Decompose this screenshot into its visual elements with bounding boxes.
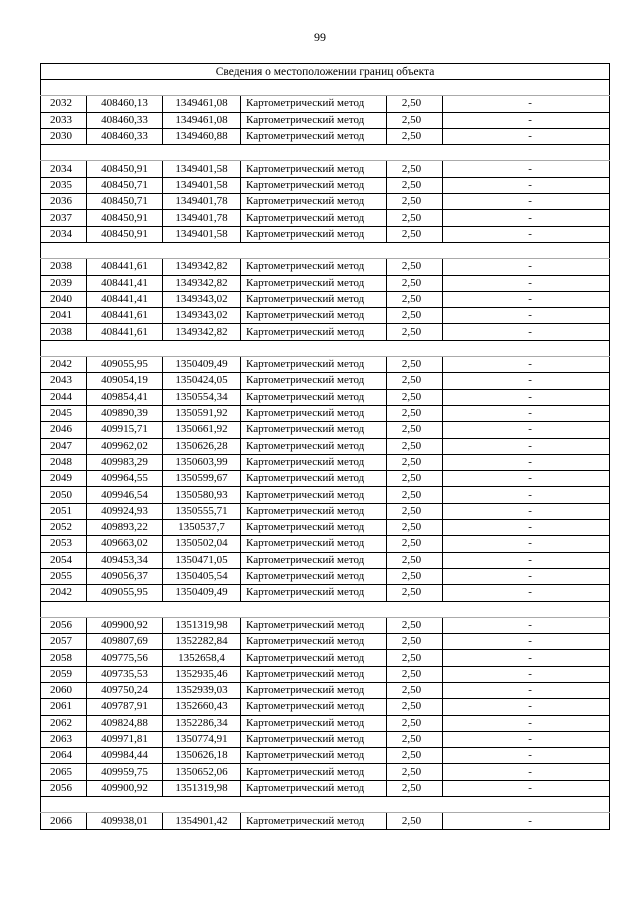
- point-number-cell: 2035: [41, 177, 87, 193]
- accuracy-cell: 2,50: [387, 357, 443, 373]
- description-cell: -: [443, 226, 610, 242]
- x-coordinate-cell: 408450,71: [87, 177, 163, 193]
- table-body: [41, 80, 610, 830]
- x-coordinate-cell: 409938,01: [87, 813, 163, 829]
- accuracy-cell: 2,50: [387, 552, 443, 568]
- group-spacer-row: [41, 145, 610, 161]
- method-cell: Картометрический метод: [241, 520, 387, 536]
- point-number-cell: 2063: [41, 731, 87, 747]
- table-row: [41, 177, 610, 193]
- method-cell: Картометрический метод: [241, 715, 387, 731]
- y-coordinate-cell: 1349342,82: [163, 324, 241, 340]
- point-number-cell: 2034: [41, 161, 87, 177]
- description-cell: -: [443, 650, 610, 666]
- point-number-cell: 2052: [41, 520, 87, 536]
- accuracy-cell: 2,50: [387, 634, 443, 650]
- x-coordinate-cell: 409915,71: [87, 422, 163, 438]
- spacer-cell: [41, 242, 610, 258]
- accuracy-cell: 2,50: [387, 764, 443, 780]
- table-row: [41, 748, 610, 764]
- y-coordinate-cell: 1350626,18: [163, 748, 241, 764]
- description-cell: -: [443, 764, 610, 780]
- accuracy-cell: 2,50: [387, 536, 443, 552]
- group-spacer-row: [41, 242, 610, 258]
- method-cell: Картометрический метод: [241, 634, 387, 650]
- description-cell: -: [443, 487, 610, 503]
- table-row: [41, 617, 610, 633]
- accuracy-cell: 2,50: [387, 422, 443, 438]
- description-cell: -: [443, 210, 610, 226]
- method-cell: Картометрический метод: [241, 471, 387, 487]
- accuracy-cell: 2,50: [387, 731, 443, 747]
- x-coordinate-cell: 409900,92: [87, 780, 163, 796]
- y-coordinate-cell: 1350580,93: [163, 487, 241, 503]
- table-row: [41, 568, 610, 584]
- description-cell: -: [443, 536, 610, 552]
- table-row: [41, 764, 610, 780]
- point-number-cell: 2059: [41, 666, 87, 682]
- table-row: [41, 226, 610, 242]
- description-cell: -: [443, 389, 610, 405]
- point-number-cell: 2049: [41, 471, 87, 487]
- point-number-cell: 2062: [41, 715, 87, 731]
- table-row: [41, 634, 610, 650]
- accuracy-cell: 2,50: [387, 373, 443, 389]
- group-spacer-row: [41, 601, 610, 617]
- x-coordinate-cell: 408441,61: [87, 308, 163, 324]
- method-cell: Картометрический метод: [241, 389, 387, 405]
- description-cell: -: [443, 748, 610, 764]
- x-coordinate-cell: 409055,95: [87, 357, 163, 373]
- table-row: [41, 650, 610, 666]
- description-cell: -: [443, 682, 610, 698]
- table-row: [41, 324, 610, 340]
- table-row: [41, 259, 610, 275]
- point-number-cell: 2034: [41, 226, 87, 242]
- accuracy-cell: 2,50: [387, 666, 443, 682]
- description-cell: -: [443, 324, 610, 340]
- table-row: [41, 503, 610, 519]
- description-cell: -: [443, 634, 610, 650]
- point-number-cell: 2054: [41, 552, 87, 568]
- description-cell: -: [443, 666, 610, 682]
- x-coordinate-cell: 408450,91: [87, 161, 163, 177]
- table-row: [41, 291, 610, 307]
- description-cell: -: [443, 503, 610, 519]
- method-cell: Картометрический метод: [241, 405, 387, 421]
- accuracy-cell: 2,50: [387, 259, 443, 275]
- accuracy-cell: 2,50: [387, 487, 443, 503]
- method-cell: Картометрический метод: [241, 275, 387, 291]
- point-number-cell: 2056: [41, 780, 87, 796]
- method-cell: Картометрический метод: [241, 259, 387, 275]
- accuracy-cell: 2,50: [387, 177, 443, 193]
- spacer-cell: [41, 145, 610, 161]
- y-coordinate-cell: 1350599,67: [163, 471, 241, 487]
- x-coordinate-cell: 409054,19: [87, 373, 163, 389]
- accuracy-cell: 2,50: [387, 438, 443, 454]
- y-coordinate-cell: 1349343,02: [163, 291, 241, 307]
- point-number-cell: 2057: [41, 634, 87, 650]
- description-cell: -: [443, 552, 610, 568]
- method-cell: Картометрический метод: [241, 308, 387, 324]
- y-coordinate-cell: 1350555,71: [163, 503, 241, 519]
- description-cell: -: [443, 438, 610, 454]
- x-coordinate-cell: 409775,56: [87, 650, 163, 666]
- accuracy-cell: 2,50: [387, 748, 443, 764]
- point-number-cell: 2056: [41, 617, 87, 633]
- x-coordinate-cell: 409750,24: [87, 682, 163, 698]
- x-coordinate-cell: 408441,41: [87, 291, 163, 307]
- group-spacer-row: [41, 80, 610, 96]
- table-row: [41, 585, 610, 601]
- description-cell: -: [443, 177, 610, 193]
- method-cell: Картометрический метод: [241, 210, 387, 226]
- method-cell: Картометрический метод: [241, 552, 387, 568]
- method-cell: Картометрический метод: [241, 585, 387, 601]
- table-row: [41, 682, 610, 698]
- accuracy-cell: 2,50: [387, 128, 443, 144]
- accuracy-cell: 2,50: [387, 650, 443, 666]
- y-coordinate-cell: 1350424,05: [163, 373, 241, 389]
- accuracy-cell: 2,50: [387, 161, 443, 177]
- method-cell: Картометрический метод: [241, 324, 387, 340]
- y-coordinate-cell: 1349460,88: [163, 128, 241, 144]
- x-coordinate-cell: 409946,54: [87, 487, 163, 503]
- description-cell: -: [443, 161, 610, 177]
- point-number-cell: 2039: [41, 275, 87, 291]
- accuracy-cell: 2,50: [387, 471, 443, 487]
- x-coordinate-cell: 409893,22: [87, 520, 163, 536]
- y-coordinate-cell: 1350409,49: [163, 357, 241, 373]
- x-coordinate-cell: 409890,39: [87, 405, 163, 421]
- method-cell: Картометрический метод: [241, 373, 387, 389]
- x-coordinate-cell: 409735,53: [87, 666, 163, 682]
- table-row: [41, 471, 610, 487]
- y-coordinate-cell: 1352939,03: [163, 682, 241, 698]
- table-row: [41, 96, 610, 112]
- method-cell: Картометрический метод: [241, 112, 387, 128]
- y-coordinate-cell: 1352658,4: [163, 650, 241, 666]
- point-number-cell: 2040: [41, 291, 87, 307]
- method-cell: Картометрический метод: [241, 96, 387, 112]
- table-title: Сведения о местоположении границ объекта: [41, 64, 610, 80]
- method-cell: Картометрический метод: [241, 161, 387, 177]
- method-cell: Картометрический метод: [241, 731, 387, 747]
- spacer-cell: [41, 601, 610, 617]
- x-coordinate-cell: 409055,95: [87, 585, 163, 601]
- page-number: 99: [314, 30, 326, 44]
- description-cell: -: [443, 422, 610, 438]
- table-row: [41, 389, 610, 405]
- point-number-cell: 2053: [41, 536, 87, 552]
- method-cell: Картометрический метод: [241, 357, 387, 373]
- description-cell: -: [443, 357, 610, 373]
- accuracy-cell: 2,50: [387, 454, 443, 470]
- description-cell: -: [443, 617, 610, 633]
- boundary-coordinates-table: [40, 63, 610, 830]
- table-row: [41, 161, 610, 177]
- accuracy-cell: 2,50: [387, 699, 443, 715]
- x-coordinate-cell: 409984,44: [87, 748, 163, 764]
- x-coordinate-cell: 409983,29: [87, 454, 163, 470]
- method-cell: Картометрический метод: [241, 699, 387, 715]
- description-cell: -: [443, 699, 610, 715]
- accuracy-cell: 2,50: [387, 194, 443, 210]
- method-cell: Картометрический метод: [241, 780, 387, 796]
- accuracy-cell: 2,50: [387, 568, 443, 584]
- table-row: [41, 438, 610, 454]
- x-coordinate-cell: 409807,69: [87, 634, 163, 650]
- x-coordinate-cell: 409924,93: [87, 503, 163, 519]
- y-coordinate-cell: 1350661,92: [163, 422, 241, 438]
- y-coordinate-cell: 1349401,58: [163, 226, 241, 242]
- x-coordinate-cell: 409971,81: [87, 731, 163, 747]
- accuracy-cell: 2,50: [387, 112, 443, 128]
- method-cell: Картометрический метод: [241, 503, 387, 519]
- table-row: [41, 454, 610, 470]
- y-coordinate-cell: 1352286,34: [163, 715, 241, 731]
- point-number-cell: 2030: [41, 128, 87, 144]
- y-coordinate-cell: 1350774,91: [163, 731, 241, 747]
- table-row: [41, 715, 610, 731]
- method-cell: Картометрический метод: [241, 226, 387, 242]
- table-row: [41, 780, 610, 796]
- accuracy-cell: 2,50: [387, 96, 443, 112]
- description-cell: -: [443, 96, 610, 112]
- table-row: [41, 552, 610, 568]
- method-cell: Картометрический метод: [241, 487, 387, 503]
- y-coordinate-cell: 1354901,42: [163, 813, 241, 829]
- y-coordinate-cell: 1350626,28: [163, 438, 241, 454]
- y-coordinate-cell: 1350591,92: [163, 405, 241, 421]
- method-cell: Картометрический метод: [241, 666, 387, 682]
- y-coordinate-cell: 1349401,58: [163, 177, 241, 193]
- table-row: [41, 666, 610, 682]
- point-number-cell: 2037: [41, 210, 87, 226]
- table-row: [41, 275, 610, 291]
- point-number-cell: 2042: [41, 585, 87, 601]
- table-row: [41, 699, 610, 715]
- point-number-cell: 2060: [41, 682, 87, 698]
- method-cell: Картометрический метод: [241, 682, 387, 698]
- point-number-cell: 2058: [41, 650, 87, 666]
- description-cell: -: [443, 715, 610, 731]
- point-number-cell: 2041: [41, 308, 87, 324]
- description-cell: -: [443, 308, 610, 324]
- point-number-cell: 2038: [41, 259, 87, 275]
- accuracy-cell: 2,50: [387, 617, 443, 633]
- description-cell: -: [443, 373, 610, 389]
- accuracy-cell: 2,50: [387, 324, 443, 340]
- y-coordinate-cell: 1349401,58: [163, 161, 241, 177]
- y-coordinate-cell: 1350471,05: [163, 552, 241, 568]
- x-coordinate-cell: 408460,33: [87, 128, 163, 144]
- table-row: [41, 373, 610, 389]
- y-coordinate-cell: 1351319,98: [163, 617, 241, 633]
- point-number-cell: 2033: [41, 112, 87, 128]
- method-cell: Картометрический метод: [241, 748, 387, 764]
- spacer-cell: [41, 340, 610, 356]
- accuracy-cell: 2,50: [387, 405, 443, 421]
- x-coordinate-cell: 409854,41: [87, 389, 163, 405]
- accuracy-cell: 2,50: [387, 291, 443, 307]
- table-row: [41, 210, 610, 226]
- table-row: [41, 357, 610, 373]
- table-row: [41, 112, 610, 128]
- point-number-cell: 2047: [41, 438, 87, 454]
- x-coordinate-cell: 408450,91: [87, 226, 163, 242]
- x-coordinate-cell: 409964,55: [87, 471, 163, 487]
- method-cell: Картометрический метод: [241, 438, 387, 454]
- x-coordinate-cell: 408441,61: [87, 259, 163, 275]
- point-number-cell: 2048: [41, 454, 87, 470]
- group-spacer-row: [41, 797, 610, 813]
- method-cell: Картометрический метод: [241, 454, 387, 470]
- point-number-cell: 2032: [41, 96, 87, 112]
- y-coordinate-cell: 1352935,46: [163, 666, 241, 682]
- table-row: [41, 405, 610, 421]
- x-coordinate-cell: 409900,92: [87, 617, 163, 633]
- description-cell: -: [443, 405, 610, 421]
- point-number-cell: 2045: [41, 405, 87, 421]
- spacer-cell: [41, 80, 610, 96]
- description-cell: -: [443, 813, 610, 829]
- x-coordinate-cell: 409959,75: [87, 764, 163, 780]
- method-cell: Картометрический метод: [241, 422, 387, 438]
- point-number-cell: 2044: [41, 389, 87, 405]
- point-number-cell: 2036: [41, 194, 87, 210]
- x-coordinate-cell: 409824,88: [87, 715, 163, 731]
- x-coordinate-cell: 408460,33: [87, 112, 163, 128]
- table-row: [41, 422, 610, 438]
- table-row: [41, 731, 610, 747]
- description-cell: -: [443, 194, 610, 210]
- group-spacer-row: [41, 340, 610, 356]
- method-cell: Картометрический метод: [241, 194, 387, 210]
- table-row: [41, 128, 610, 144]
- table-row: [41, 536, 610, 552]
- y-coordinate-cell: 1350652,06: [163, 764, 241, 780]
- description-cell: -: [443, 780, 610, 796]
- method-cell: Картометрический метод: [241, 617, 387, 633]
- table-row: [41, 194, 610, 210]
- y-coordinate-cell: 1350603,99: [163, 454, 241, 470]
- accuracy-cell: 2,50: [387, 226, 443, 242]
- point-number-cell: 2038: [41, 324, 87, 340]
- y-coordinate-cell: 1352282,84: [163, 634, 241, 650]
- table-row: [41, 813, 610, 829]
- point-number-cell: 2050: [41, 487, 87, 503]
- description-cell: -: [443, 454, 610, 470]
- y-coordinate-cell: 1350554,34: [163, 389, 241, 405]
- accuracy-cell: 2,50: [387, 520, 443, 536]
- description-cell: -: [443, 128, 610, 144]
- accuracy-cell: 2,50: [387, 813, 443, 829]
- x-coordinate-cell: 409453,34: [87, 552, 163, 568]
- y-coordinate-cell: 1349342,82: [163, 259, 241, 275]
- method-cell: Картометрический метод: [241, 568, 387, 584]
- x-coordinate-cell: 408441,61: [87, 324, 163, 340]
- method-cell: Картометрический метод: [241, 128, 387, 144]
- point-number-cell: 2064: [41, 748, 87, 764]
- point-number-cell: 2055: [41, 568, 87, 584]
- method-cell: Картометрический метод: [241, 291, 387, 307]
- x-coordinate-cell: 408460,13: [87, 96, 163, 112]
- method-cell: Картометрический метод: [241, 536, 387, 552]
- method-cell: Картометрический метод: [241, 813, 387, 829]
- description-cell: -: [443, 275, 610, 291]
- x-coordinate-cell: 408441,41: [87, 275, 163, 291]
- description-cell: -: [443, 731, 610, 747]
- x-coordinate-cell: 409962,02: [87, 438, 163, 454]
- table-row: [41, 487, 610, 503]
- y-coordinate-cell: 1350537,7: [163, 520, 241, 536]
- accuracy-cell: 2,50: [387, 585, 443, 601]
- point-number-cell: 2043: [41, 373, 87, 389]
- x-coordinate-cell: 409663,02: [87, 536, 163, 552]
- y-coordinate-cell: 1350405,54: [163, 568, 241, 584]
- point-number-cell: 2061: [41, 699, 87, 715]
- spacer-cell: [41, 797, 610, 813]
- method-cell: Картометрический метод: [241, 650, 387, 666]
- point-number-cell: 2046: [41, 422, 87, 438]
- description-cell: -: [443, 471, 610, 487]
- x-coordinate-cell: 408450,91: [87, 210, 163, 226]
- point-number-cell: 2065: [41, 764, 87, 780]
- y-coordinate-cell: 1349461,08: [163, 112, 241, 128]
- y-coordinate-cell: 1349461,08: [163, 96, 241, 112]
- point-number-cell: 2051: [41, 503, 87, 519]
- y-coordinate-cell: 1349342,82: [163, 275, 241, 291]
- description-cell: -: [443, 259, 610, 275]
- method-cell: Картометрический метод: [241, 177, 387, 193]
- accuracy-cell: 2,50: [387, 389, 443, 405]
- description-cell: -: [443, 291, 610, 307]
- y-coordinate-cell: 1350502,04: [163, 536, 241, 552]
- x-coordinate-cell: 409056,37: [87, 568, 163, 584]
- table-row: [41, 308, 610, 324]
- accuracy-cell: 2,50: [387, 308, 443, 324]
- y-coordinate-cell: 1352660,43: [163, 699, 241, 715]
- accuracy-cell: 2,50: [387, 275, 443, 291]
- accuracy-cell: 2,50: [387, 503, 443, 519]
- method-cell: Картометрический метод: [241, 764, 387, 780]
- x-coordinate-cell: 409787,91: [87, 699, 163, 715]
- y-coordinate-cell: 1349343,02: [163, 308, 241, 324]
- description-cell: -: [443, 568, 610, 584]
- y-coordinate-cell: 1349401,78: [163, 210, 241, 226]
- description-cell: -: [443, 112, 610, 128]
- y-coordinate-cell: 1349401,78: [163, 194, 241, 210]
- description-cell: -: [443, 585, 610, 601]
- y-coordinate-cell: 1351319,98: [163, 780, 241, 796]
- accuracy-cell: 2,50: [387, 715, 443, 731]
- description-cell: -: [443, 520, 610, 536]
- x-coordinate-cell: 408450,71: [87, 194, 163, 210]
- y-coordinate-cell: 1350409,49: [163, 585, 241, 601]
- accuracy-cell: 2,50: [387, 682, 443, 698]
- point-number-cell: 2042: [41, 357, 87, 373]
- accuracy-cell: 2,50: [387, 210, 443, 226]
- accuracy-cell: 2,50: [387, 780, 443, 796]
- table-row: [41, 520, 610, 536]
- point-number-cell: 2066: [41, 813, 87, 829]
